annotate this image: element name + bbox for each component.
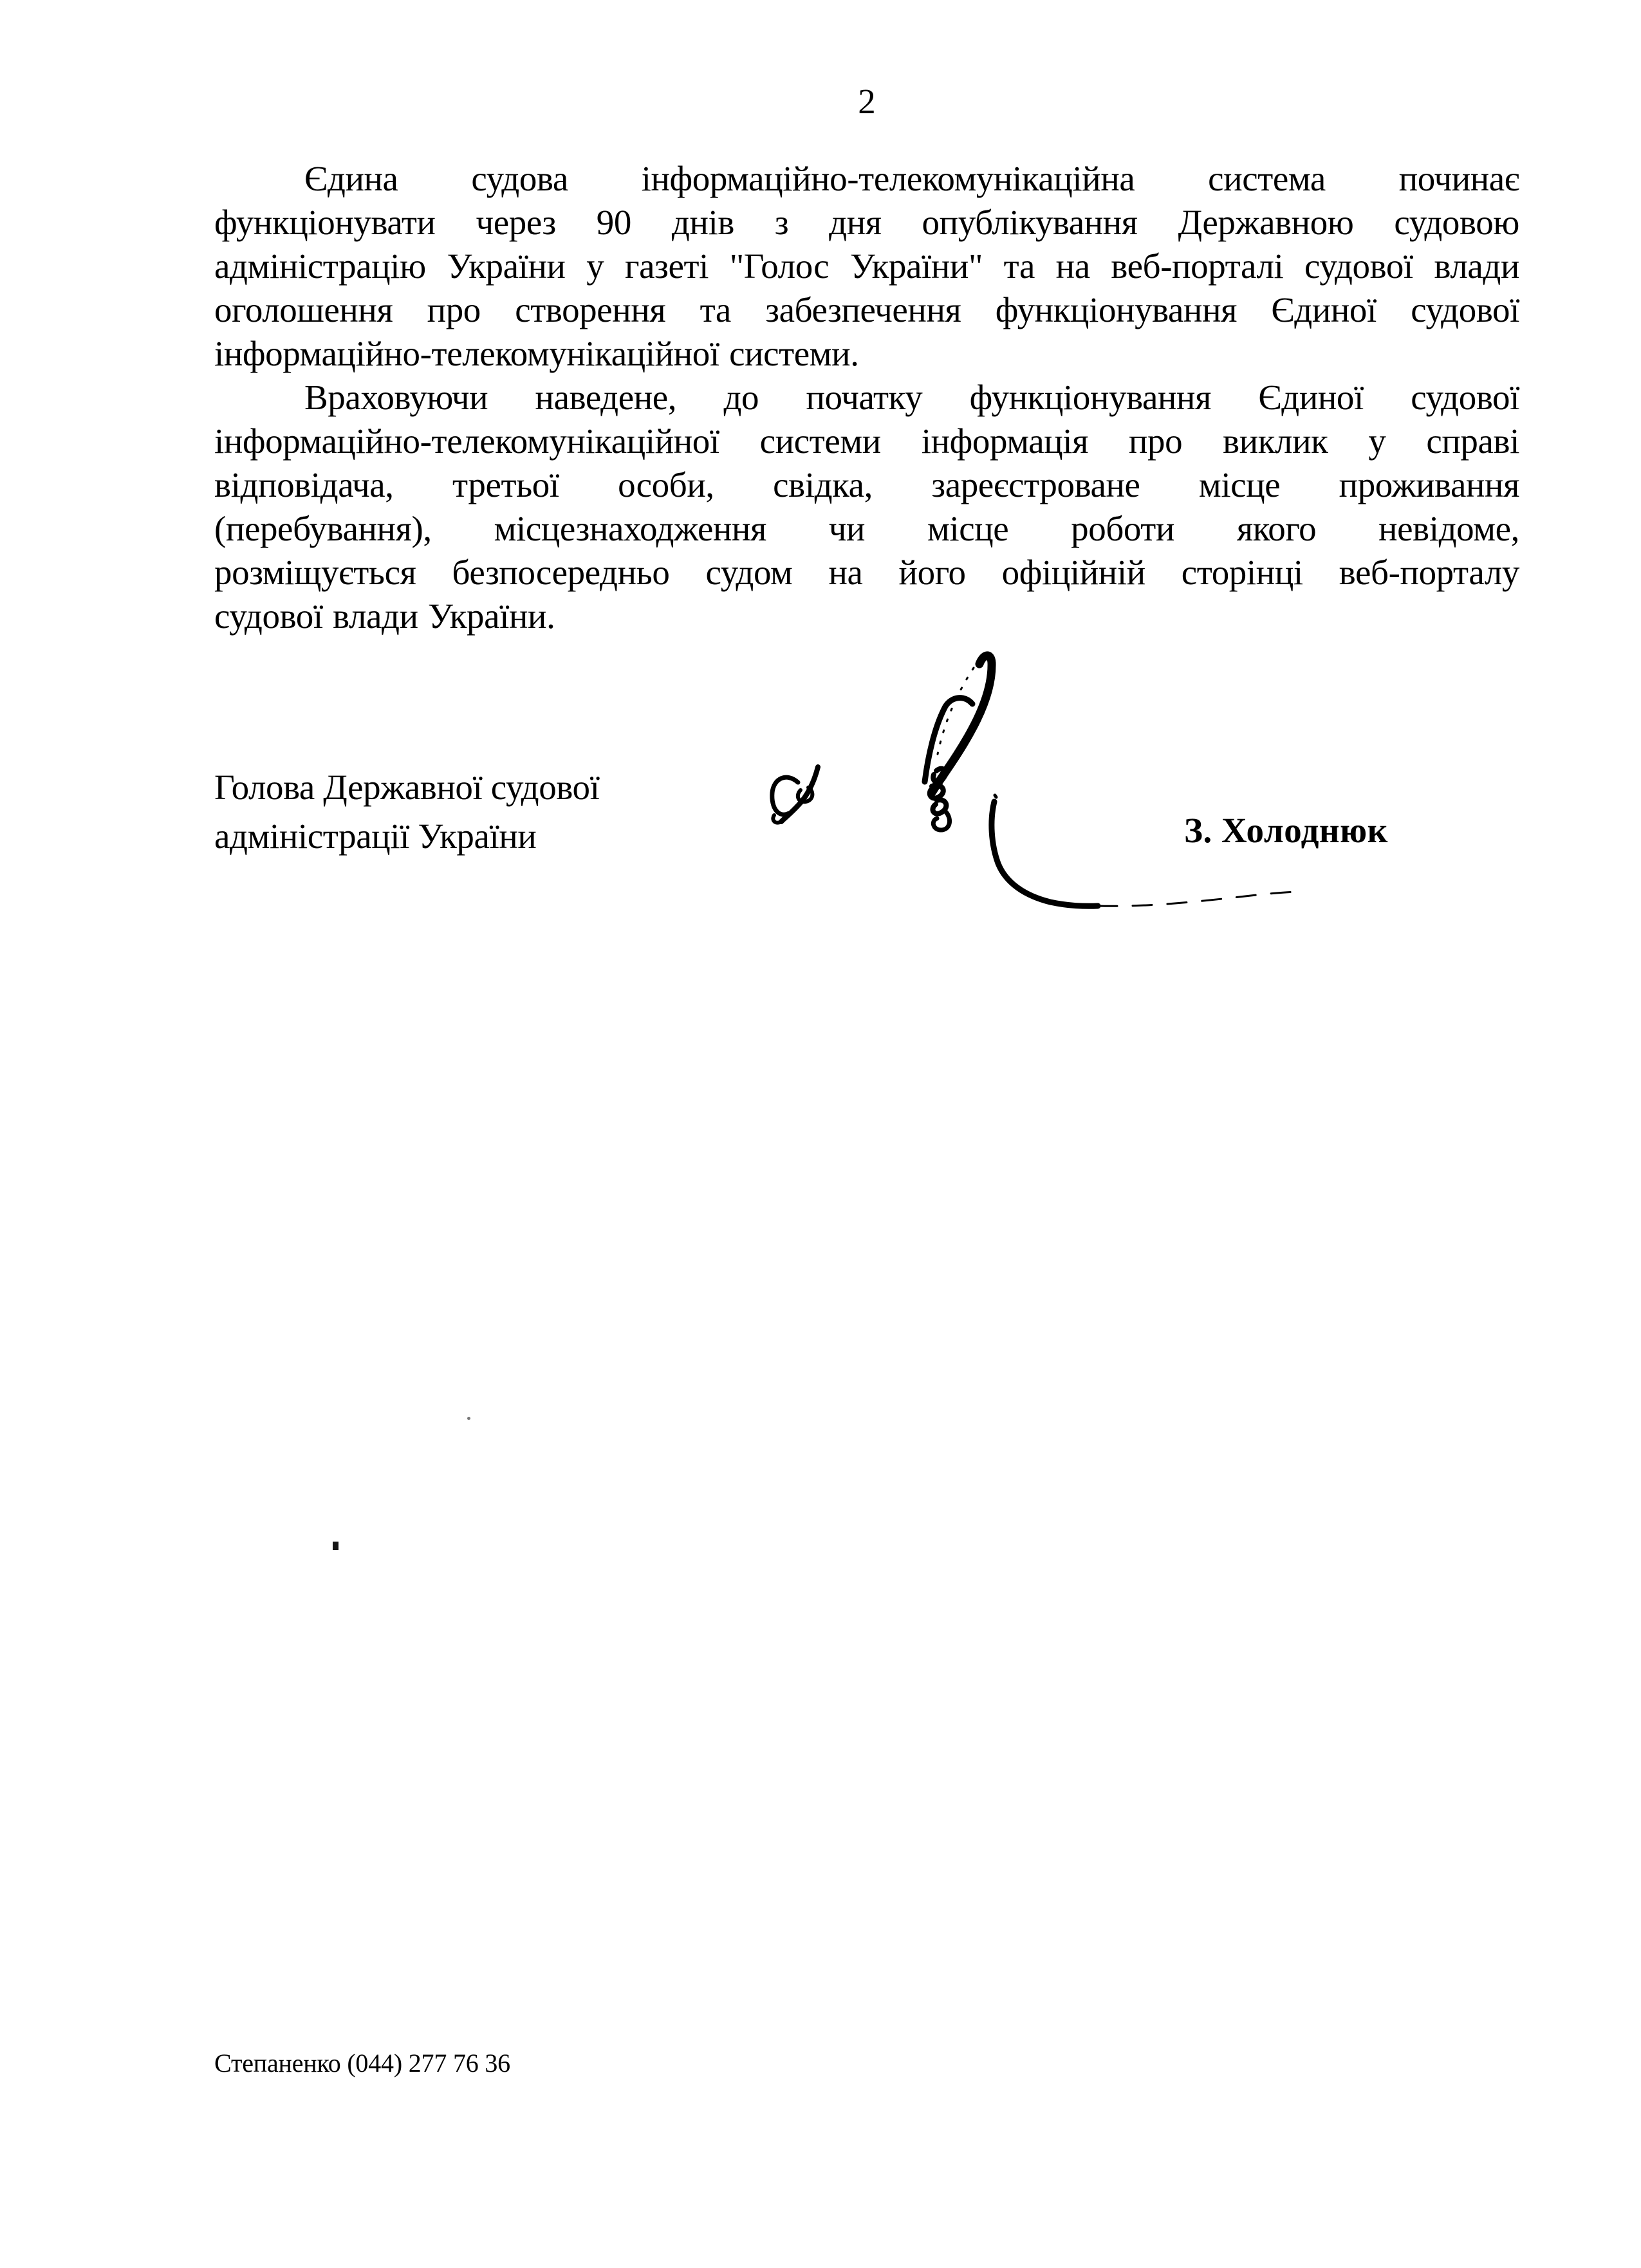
signature-tail-dot (995, 795, 996, 797)
signature-tail (992, 802, 1098, 906)
scan-speck (333, 1542, 338, 1550)
paragraph-1-line: функціонувати через 90 днів з дня опублікування Державною судовою (214, 203, 1519, 242)
paragraph-1-line: Єдина судова інформаційно-телекомунікаційна система починає (304, 159, 1519, 198)
signature-tail-fade (1098, 892, 1299, 906)
paragraph-2-line: Враховуючи наведене, до початку функціонування Єдиної судової (304, 378, 1519, 417)
signatory-name: З. Холоднюк (1184, 811, 1388, 850)
paragraph-2-line: відповідача, третьої особи, свідка, зареєстроване місце проживання (214, 465, 1519, 504)
paragraph-2 (214, 376, 1519, 638)
paragraph-2-line: (перебування), місцезнаходження чи місце роботи якого невідоме, (214, 509, 1519, 548)
signatory-title-line1: Голова Державної судової (214, 768, 600, 807)
paragraph-1-line: інформаційно-телекомунікаційної системи. (214, 334, 859, 373)
scan-speck (467, 1417, 470, 1420)
body-text (214, 157, 1519, 638)
signatory-title (214, 763, 600, 861)
paragraph-1-line: оголошення про створення та забезпечення функціонування Єдиної судової (214, 290, 1519, 329)
paraph-hook (773, 815, 781, 823)
page-number: 2 (858, 82, 876, 121)
paragraph-2-line: розміщується безпосередньо судом на його офіційній сторінці веб-порталу (214, 553, 1519, 592)
paragraph-1 (214, 157, 1519, 376)
paragraph-1-line: адміністрацію України у газеті "Голос України" та на веб-порталі судової влади (214, 246, 1519, 286)
footer-contact: Степаненко (044) 277 76 36 (214, 2049, 510, 2078)
paragraph-2-line: інформаційно-телекомунікаційної системи інформація про виклик у справі (214, 421, 1519, 461)
signatory-title-line2: адміністрації України (214, 816, 537, 856)
signature-ink (740, 631, 1512, 927)
signature-main-stroke (932, 656, 992, 793)
signature-blob (930, 769, 947, 814)
paragraph-2-line: судової влади України. (214, 596, 555, 636)
